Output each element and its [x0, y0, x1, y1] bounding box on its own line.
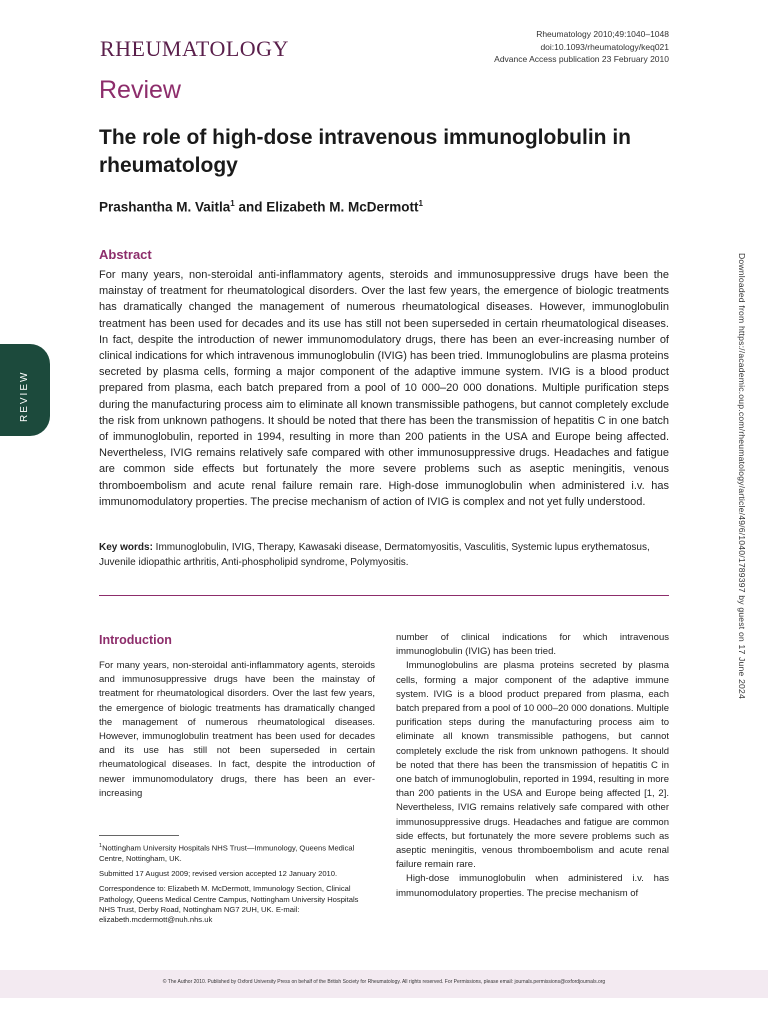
author-name: Prashantha M. Vaitla — [99, 199, 231, 215]
right-column — [396, 631, 669, 901]
abstract-heading: Abstract — [99, 247, 152, 262]
section-divider — [99, 595, 669, 596]
introduction-heading: Introduction — [99, 633, 172, 647]
affiliation-text: Nottingham University Hospitals NHS Trust—Immunology, Queens Medical Centre, Nottingham, UK. — [99, 843, 355, 863]
footnote-divider — [99, 835, 179, 836]
doi[interactable]: doi:10.1093/rheumatology/keq021 — [540, 41, 669, 52]
review-side-tab-label: REVIEW — [19, 370, 30, 422]
journal-name: RHEUMATOLOGY — [100, 36, 289, 61]
keywords-text: Immunoglobulin, IVIG, Therapy, Kawasaki disease, Dermatomyositis, Vasculitis, Systemic lupus erythematosus, Juvenile idiopathic arthritis, Anti-phospholipid syndrome, Polymyositis. — [99, 542, 650, 568]
keywords-label: Key words: — [99, 542, 153, 553]
affiliation-footnote — [99, 841, 375, 864]
author-affiliation-mark: 1 — [418, 199, 423, 208]
review-side-tab — [0, 344, 50, 436]
author-separator: and — [234, 199, 267, 215]
section-label: Review — [99, 76, 181, 104]
advance-access: Advance Access publication 23 February 2010 — [494, 54, 669, 64]
correspondence: Correspondence to: Elizabeth M. McDermott, Immunology Section, Clinical Pathology, Queens Medical Centre Campus, Nottingham University Hospitals NHS Trust, Derby Road, Nottingham NG7 2UH, UK. E-mail: elizabeth.mcdermott@nuh.nhs.uk — [99, 884, 359, 925]
author-name: Elizabeth M. McDermott — [266, 199, 419, 215]
download-note: Downloaded from https://academic.oup.com/rheumatology/article/49/6/1040/1789397 by guest on 17 June 2024 — [737, 253, 747, 699]
citation: Rheumatology 2010;49:1040–1048 — [536, 29, 669, 39]
submission-dates: Submitted 17 August 2009; revised version accepted 12 January 2010. — [99, 869, 338, 879]
copyright-footer: © The Author 2010. Published by Oxford University Press on behalf of the British Society for Rheumatology. All rights reserved. For Permissions, please email: journals.permissions@oxfordjournals.org — [162, 979, 606, 985]
article-title: The role of high-dose intravenous immunoglobulin in rheumatology — [99, 126, 631, 177]
paragraph: High-dose immunoglobulin when administered i.v. has immunomodulatory properties. The precise mechanism of — [396, 873, 669, 899]
author-affiliation-mark: 1 — [230, 199, 235, 208]
author-line — [99, 199, 423, 215]
left-column — [99, 659, 375, 801]
affiliation-mark: 1 — [99, 843, 103, 849]
paragraph: number of clinical indications for which intravenous immunoglobulin (IVIG) has been tried. — [396, 632, 669, 658]
abstract-body: For many years, non-steroidal anti-inflammatory agents, steroids and immunosuppressive drugs have been the mainstay of treatment for rheumatological disorders. Over the last few years, the emergence of biologic treatments has dramatically changed the management of numerous rheumatological diseases. However, immunoglobulin treatment has been used for decades and its use has still not been superseded in certain rheumatological diseases. In fact, despite the introduction of newer immunomodulatory drugs, there has been an ever-increasing number of clinical indications for which intravenous immunoglobulin (IVIG) has been tried. Immunoglobulins are plasma proteins secreted by plasma cells, forming a major component of the adaptive immune system. IVIG is a blood product prepared from plasma, each batch prepared from a pool of 10 000–20 000 donations. Multiple purification steps during the manufacturing process aim to eliminate all known transmissible pathogens, but cannot completely exclude the risk from unknown pathogens. It should be noted that there has been the transmission of hepatitis C in one batch of immunoglobulin, reported in 1994, resulting in more than 200 patients in the USA and Europe being affected. Nevertheless, IVIG remains relatively safe compared with other immunosuppressive drugs. Headaches and fatigue are common side effects but fortunately the more severe problems such as aseptic meningitis, venous thromboembolism and acute renal failure remain rare. High-dose immunoglobulin when administered i.v. has immunomodulatory properties. The precise mechanism of action of IVIG is complex and not yet fully understood. — [99, 269, 669, 508]
paragraph: Immunoglobulins are plasma proteins secreted by plasma cells, forming a major component of the adaptive immune system. IVIG is a blood product prepared from plasma, each batch prepared from a pool of 10 000–20 000 donations. Multiple purification steps during the manufacturing process aim to eliminate all known transmissible pathogens, but cannot completely exclude the risk from unknown pathogens. It should be noted that there has been the transmission of hepatitis C in one batch of immunoglobulin, reported in 1994, resulting in more than 200 patients in the USA and Europe being affected [1, 2]. Nevertheless, IVIG remains relatively safe compared with other immunosuppressive drugs. Headaches and fatigue are common side effects, but fortunately the more severe problems such as aseptic meningitis, venous thromboembolism and acute renal failure remain rare. — [396, 660, 669, 871]
footnotes — [99, 841, 375, 931]
paragraph: For many years, non-steroidal anti-inflammatory agents, steroids and immunosuppressive drugs have been the mainstay of treatment for rheumatological disorders. Over the last few years, the emergence of biologic treatments has dramatically changed the management of numerous rheumatological diseases. However, immunoglobulin treatment has been used for decades and its use has still not been superseded in certain rheumatological diseases. In fact, despite the introduction of newer immunomodulatory drugs, there has been an ever-increasing — [99, 660, 375, 799]
citation-block — [494, 28, 669, 66]
keywords — [99, 541, 669, 570]
